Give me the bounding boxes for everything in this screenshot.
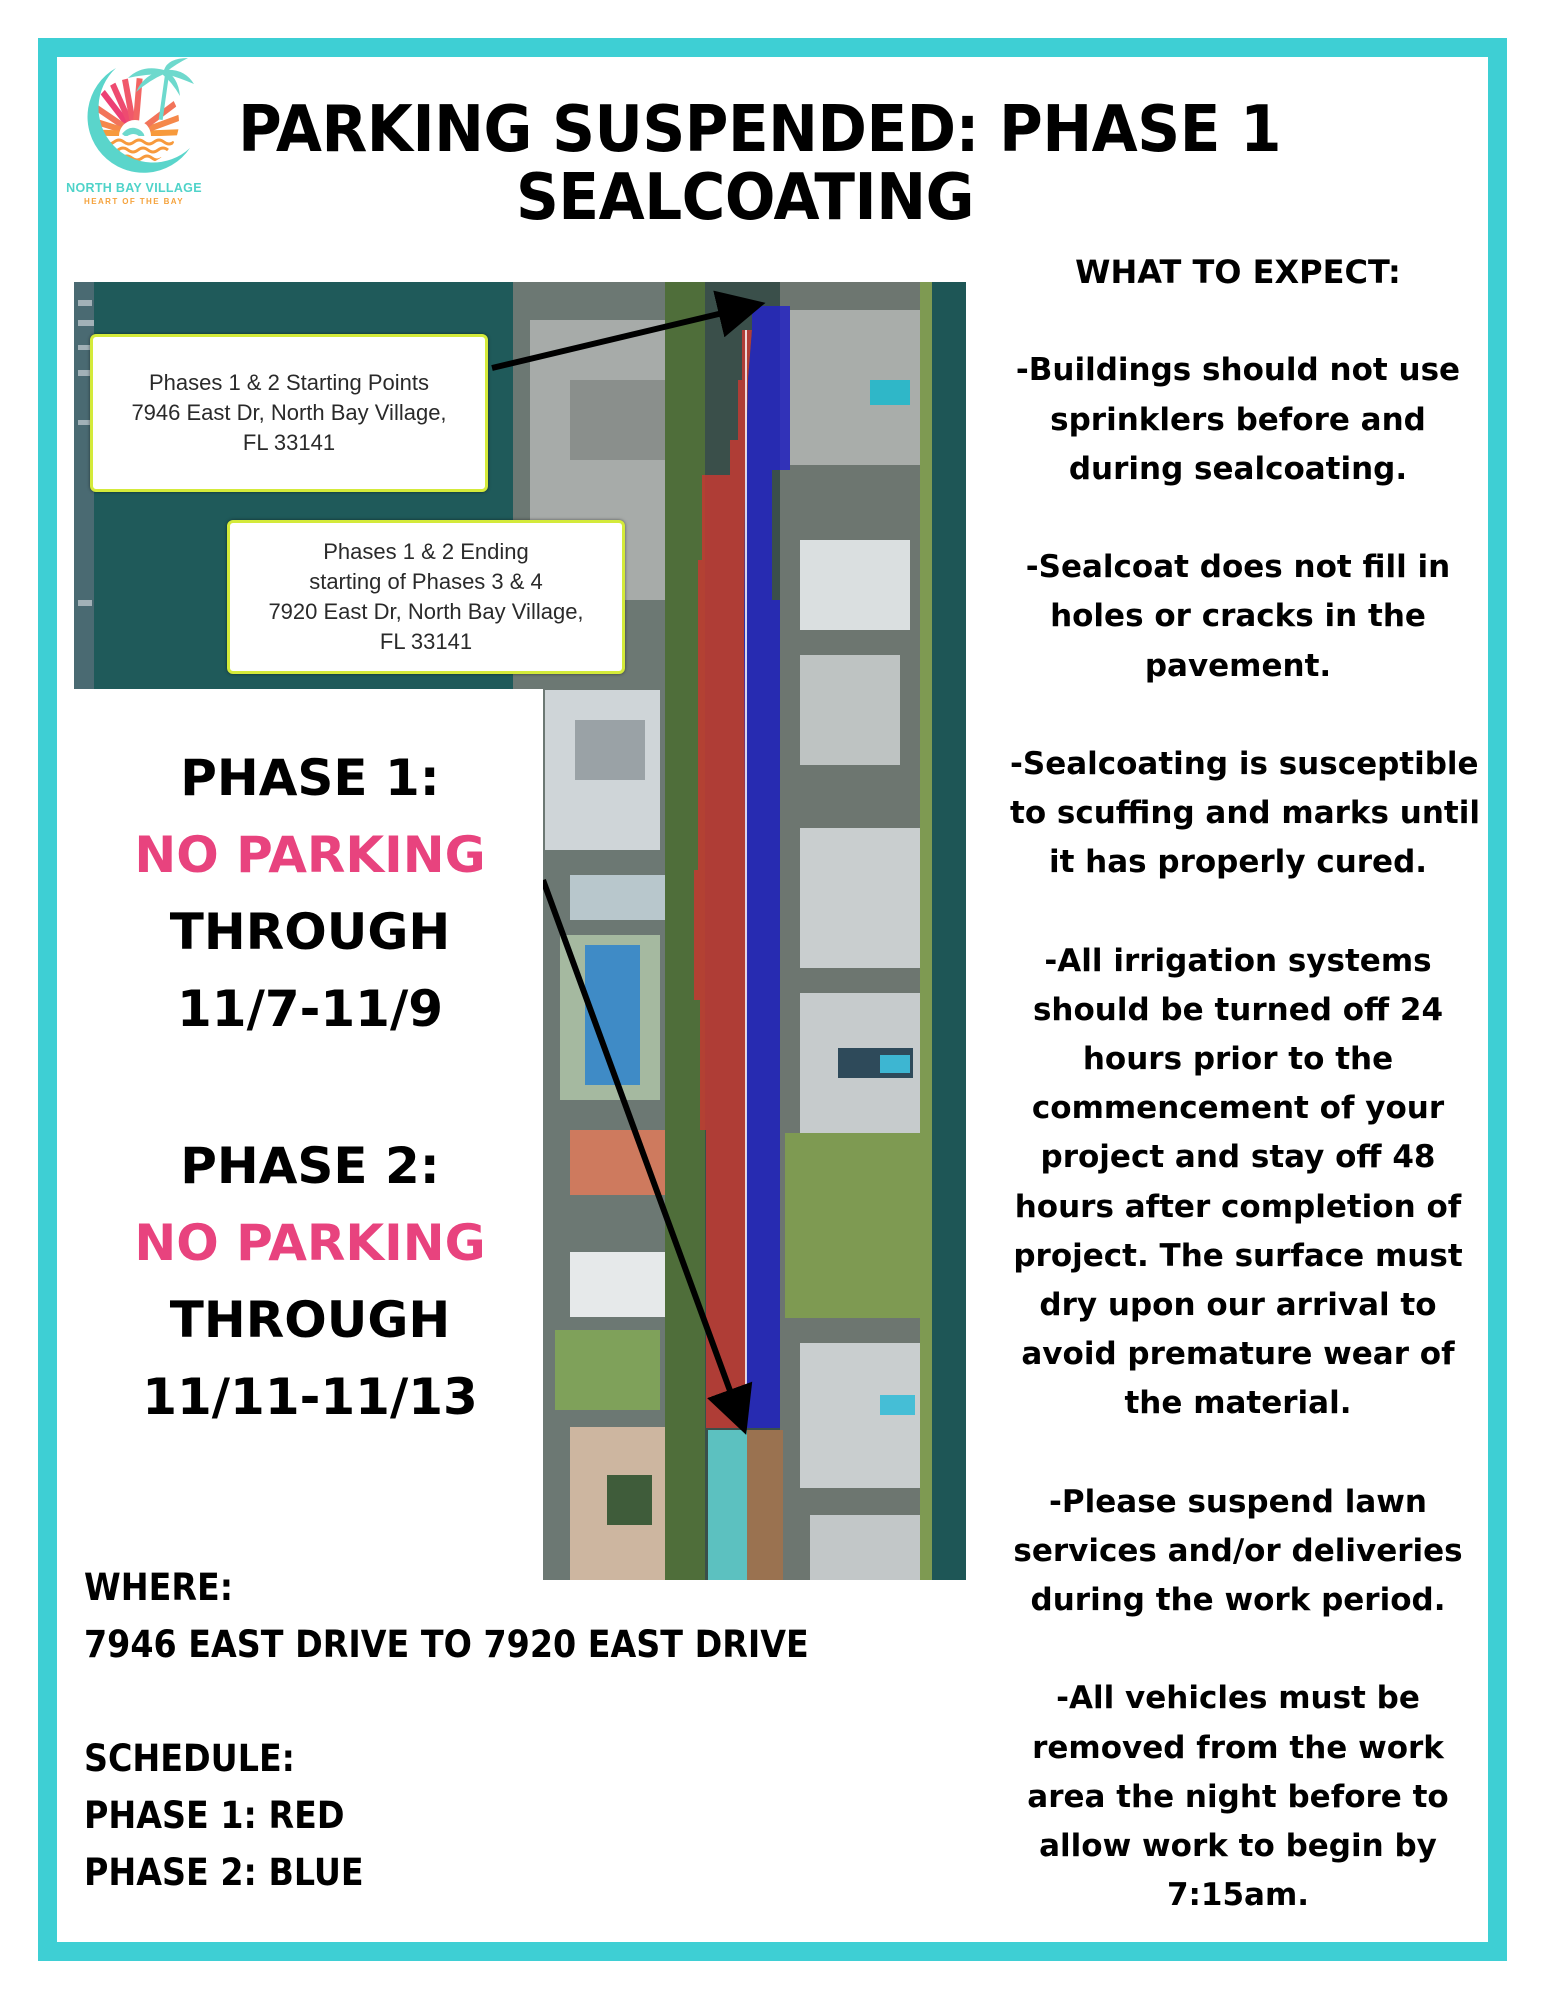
callout-start-point: [90, 334, 488, 492]
callout-text: starting of Phases 3 & 4: [309, 569, 543, 594]
expect-line: pavement.: [1144, 647, 1332, 684]
callout-text: 7920 East Dr, North Bay Village,: [268, 599, 584, 624]
spacer: [1010, 1429, 1466, 1478]
expect-line: allow work to begin by: [1039, 1828, 1437, 1864]
spacer: [1010, 887, 1466, 936]
expect-line: -Sealcoat does not fill in: [1025, 549, 1451, 586]
callout-text: 7946 East Dr, North Bay Village,: [131, 400, 447, 425]
expect-line: dry upon our arrival to: [1039, 1286, 1437, 1323]
expect-line: during the work period.: [1030, 1582, 1446, 1619]
spacer: [1010, 297, 1466, 346]
expect-line: -Please suspend lawn: [1049, 1483, 1427, 1520]
no-parking-label: NO PARKING: [134, 1214, 486, 1272]
expect-item-holes: [1010, 543, 1466, 691]
what-to-expect-section: [1010, 248, 1480, 1920]
callout-end-point: [227, 520, 625, 674]
title-line-1: PARKING SUSPENDED: PHASE 1: [238, 93, 1282, 167]
expect-item-scuffing: [1010, 740, 1480, 888]
expect-line: avoid premature wear of: [1021, 1336, 1455, 1373]
expect-line: removed from the work: [1032, 1729, 1444, 1766]
expect-line: services and/or deliveries: [1013, 1532, 1463, 1569]
callout-text: FL 33141: [379, 629, 473, 654]
expect-line: it has properly cured.: [1048, 844, 1428, 881]
through-label: THROUGH: [169, 1291, 451, 1349]
expect-line: -All irrigation systems: [1044, 942, 1432, 979]
expect-line: -Sealcoating is susceptible: [1010, 745, 1479, 782]
spacer: [1010, 494, 1466, 543]
phase-label: PHASE 1:: [180, 749, 440, 807]
callout-text: FL 33141: [242, 430, 336, 455]
spacer: [84, 1673, 809, 1730]
spacer: [1010, 691, 1466, 740]
phase-dates: 11/11-11/13: [142, 1368, 478, 1426]
expect-line: during sealcoating.: [1068, 450, 1408, 487]
callout-text: Phases 1 & 2 Ending: [323, 539, 529, 564]
through-label: THROUGH: [169, 903, 451, 961]
schedule-heading: SCHEDULE:: [84, 1737, 296, 1780]
logo-name: NORTH BAY VILLAGE: [66, 181, 202, 195]
expect-item-sprinklers: [1010, 346, 1466, 494]
where-schedule-section: [84, 1559, 809, 1901]
where-location: 7946 EAST DRIVE TO 7920 EAST DRIVE: [84, 1623, 809, 1666]
expect-line: commencement of your: [1031, 1090, 1445, 1127]
expect-line: holes or cracks in the: [1050, 598, 1426, 635]
expect-line: project. The surface must: [1013, 1237, 1463, 1274]
no-parking-label: NO PARKING: [134, 826, 486, 884]
expect-line: the material.: [1124, 1385, 1352, 1422]
logo-tagline: HEART OF THE BAY: [84, 197, 184, 206]
phase-1-block: [105, 740, 515, 1048]
phase-dates: 11/7-11/9: [176, 980, 443, 1038]
expect-line: -Buildings should not use: [1015, 352, 1461, 389]
callout-text: Phases 1 & 2 Starting Points: [148, 370, 430, 395]
expect-line: 7:15am.: [1166, 1877, 1310, 1914]
phase-2-block: [105, 1128, 515, 1436]
expect-line: area the night before to: [1027, 1778, 1449, 1815]
expect-heading: WHAT TO EXPECT:: [1075, 253, 1401, 291]
expect-line: should be turned off 24: [1032, 991, 1444, 1028]
expect-item-lawn: [1010, 1478, 1466, 1626]
phase-label: PHASE 2:: [180, 1137, 440, 1195]
where-heading: WHERE:: [84, 1566, 234, 1609]
expect-item-vehicles: [1010, 1674, 1466, 1920]
expect-line: hours prior to the: [1082, 1041, 1394, 1077]
expect-line: -All vehicles must be: [1056, 1680, 1420, 1717]
expect-line: project and stay off 48: [1040, 1139, 1436, 1176]
title-line-2: SEALCOATING: [516, 161, 974, 235]
expect-line: to scuffing and marks until: [1010, 795, 1480, 832]
schedule-phase-2: PHASE 2: BLUE: [84, 1851, 364, 1894]
spacer: [1010, 1625, 1466, 1674]
schedule-phase-1: PHASE 1: RED: [84, 1794, 345, 1837]
expect-item-irrigation: [1010, 937, 1466, 1429]
expect-line: sprinklers before and: [1050, 401, 1426, 438]
expect-line: hours after completion of: [1014, 1188, 1462, 1225]
